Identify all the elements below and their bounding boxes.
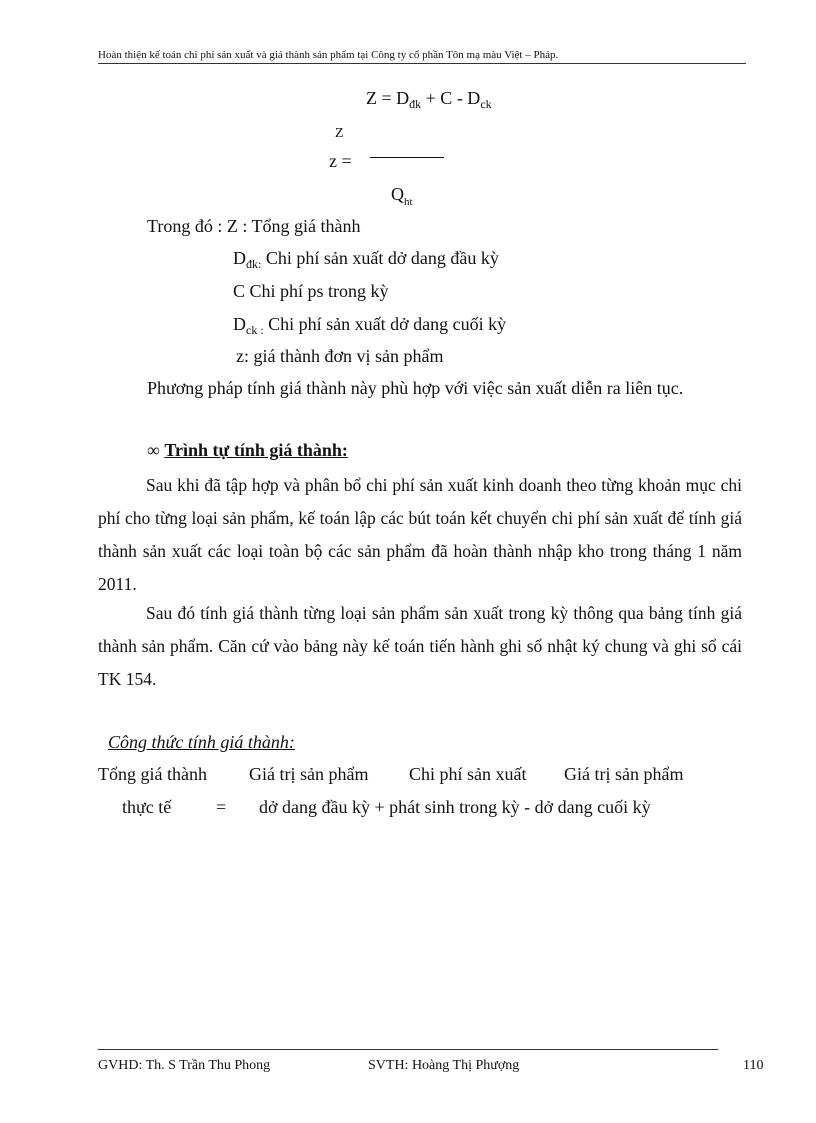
section-heading-text: Trình tự tính giá thành: <box>164 440 348 460</box>
frac-numerator: Z <box>335 126 344 141</box>
cost-formula-row1-col3: Chi phí sản xuất <box>409 764 527 784</box>
footer-supervisor: GVHD: Th. S Trần Thu Phong <box>98 1058 271 1073</box>
formula-total-cost <box>366 88 492 112</box>
frac-den-q: Q <box>391 184 404 204</box>
fraction-bar <box>370 157 444 158</box>
legend-intro-label: Trong đó : <box>147 216 223 236</box>
legend-item-ddk: $D_{đk:}$ Chi phí sản xuất dở dang đầu kỳ <box>233 248 499 271</box>
formula-z-lhs: Z = D <box>366 88 410 108</box>
cost-formula-row2-eq: = <box>216 797 227 817</box>
cost-formula-row1-col4: Giá trị sản phẩm <box>564 764 684 784</box>
cost-formula-row1-col1: Tổng giá thành <box>98 764 207 784</box>
header-rule <box>98 63 746 64</box>
formula-z-mid: + C - D <box>421 88 481 108</box>
page-number: 110 <box>743 1058 764 1073</box>
footer-rule <box>98 1049 718 1050</box>
infinity-bullet-icon: ∞ <box>147 440 160 460</box>
frac-denominator <box>391 184 413 208</box>
section-heading <box>147 440 348 461</box>
legend-intro <box>147 216 361 237</box>
cost-formula-title: Công thức tính giá thành: <box>108 732 295 752</box>
legend-item-z: Z : Tổng giá thành <box>226 216 361 236</box>
frac-lhs: z = <box>329 151 352 171</box>
paragraph-1: Sau khi đã tập hợp và phân bổ chi phí sản xuất kinh doanh theo từng khoản mục chi phí cho từng loại sản phẩm, kế toán lập các bút toán kết chuyển chi phí sản xuất để tính giá thành sản xuất các loại toàn bộ các sản phẩm đã hoàn thành nhập kho trong tháng 1 năm 2011. <box>98 475 742 594</box>
legend-item-c: C Chi phí ps trong kỳ <box>233 281 389 301</box>
formula-z-sub-ck: ck <box>480 97 492 111</box>
frac-den-sub: ht <box>404 196 413 208</box>
formula-z-sub-dk: đk <box>409 97 422 111</box>
legend-item-dck: $D_{ck :}$ Chi phí sản xuất dở dang cuối kỳ <box>233 314 507 337</box>
legend-conclusion: Phương pháp tính giá thành này phù hợp với việc sản xuất diễn ra liên tục. <box>147 378 684 398</box>
paragraph-2: Sau đó tính giá thành từng loại sản phẩm sản xuất trong kỳ thông qua bảng tính giá thành sản phẩm. Căn cứ vào bảng này kế toán tiến hành ghi sổ nhật ký chung và ghi sổ cái TK 154. <box>98 603 742 689</box>
cost-formula-row2-col1: thực tế <box>122 797 172 817</box>
footer-student: SVTH: Hoàng Thị Phượng <box>368 1058 520 1073</box>
cost-formula-row2-expr: dở dang đầu kỳ + phát sinh trong kỳ - dở dang cuối kỳ <box>259 797 651 817</box>
running-header: Hoàn thiện kế toán chi phí sản xuất và giá thành sản phẩm tại Công ty cổ phần Tôn mạ màu Việt – Pháp. <box>98 49 559 61</box>
cost-formula-row1-col2: Giá trị sản phẩm <box>249 764 369 784</box>
legend-item-unit-cost: z: giá thành đơn vị sản phẩm <box>236 346 444 366</box>
